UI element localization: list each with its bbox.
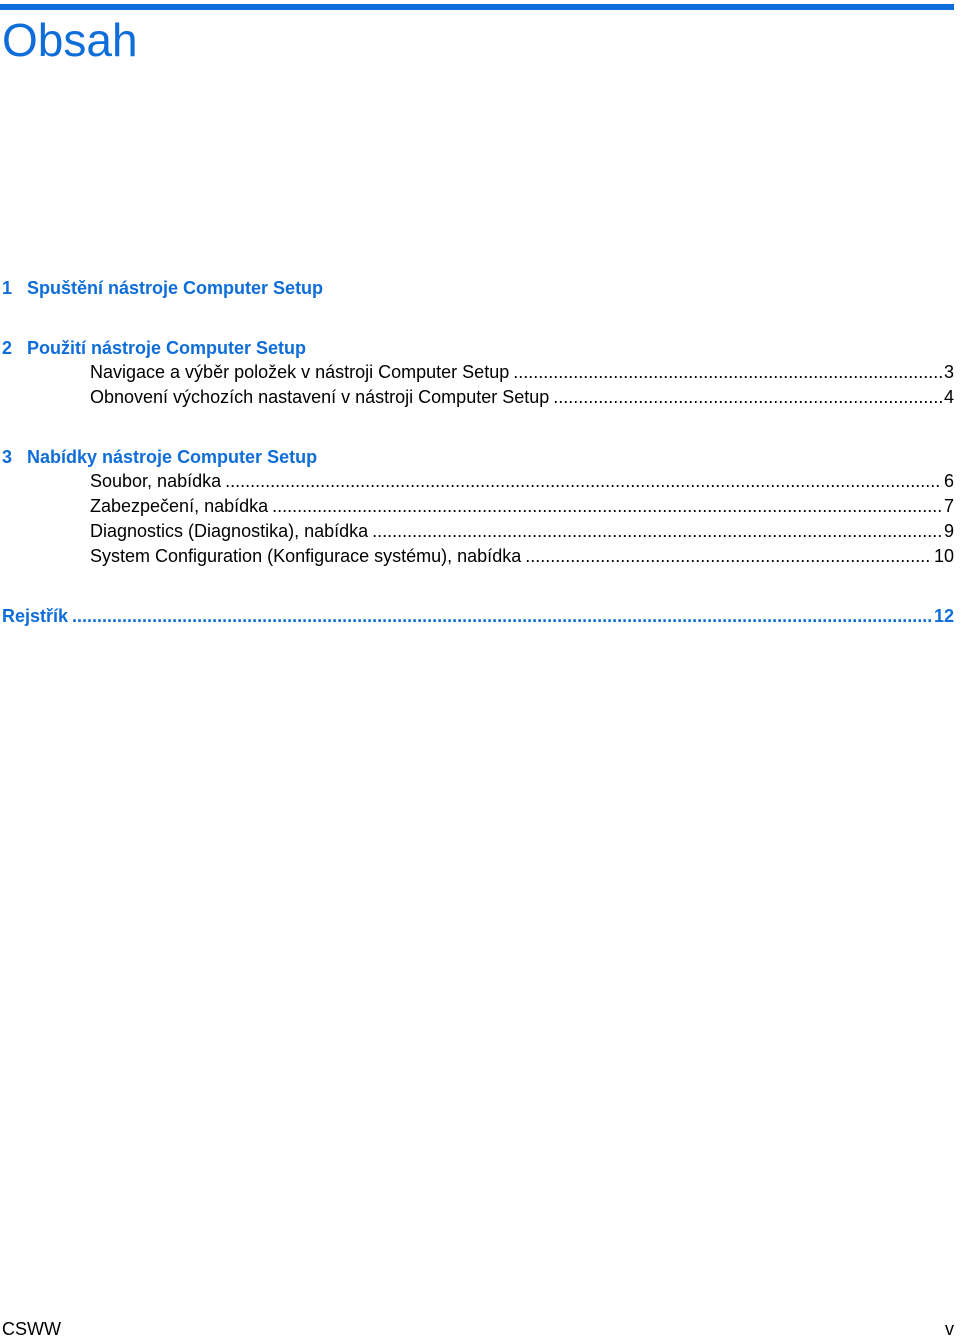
entry-title: Navigace a výběr položek v nástroji Computer Setup	[90, 362, 510, 382]
entry-page-number: 3	[943, 362, 954, 382]
chapter-title: Nabídky nástroje Computer Setup	[27, 447, 318, 467]
toc-chapter-3[interactable]	[2, 445, 954, 469]
chapter-number: 2	[2, 338, 13, 358]
toc-entry[interactable]	[90, 469, 954, 494]
toc-chapter-1[interactable]	[2, 276, 954, 300]
dot-leader	[513, 360, 942, 385]
entry-page-number: 10	[933, 546, 954, 566]
chapter-number: 1	[2, 278, 13, 298]
toc-entry[interactable]	[90, 544, 954, 569]
entry-title: Obnovení výchozích nastavení v nástroji Computer Setup	[90, 387, 550, 407]
entry-page-number: 4	[943, 387, 954, 407]
entry-title: Soubor, nabídka	[90, 471, 222, 491]
dot-leader	[72, 604, 932, 629]
dot-leader	[372, 519, 942, 544]
chapter-number: 3	[2, 447, 13, 467]
header-rule	[0, 4, 954, 10]
footer-doc-code: CSWW	[2, 1319, 61, 1339]
page-title: Obsah	[2, 14, 138, 66]
entry-title: Zabezpečení, nabídka	[90, 496, 269, 516]
toc-entry[interactable]	[90, 519, 954, 544]
toc-entry[interactable]	[90, 385, 954, 410]
entry-page-number: 9	[943, 521, 954, 541]
toc-chapter-2[interactable]	[2, 336, 954, 360]
dot-leader	[553, 385, 942, 410]
entry-title: System Configuration (Konfigurace systému), nabídka	[90, 546, 522, 566]
entry-page-number: 6	[943, 471, 954, 491]
dot-leader	[525, 544, 932, 569]
dot-leader	[272, 494, 942, 519]
entry-title: Diagnostics (Diagnostika), nabídka	[90, 521, 369, 541]
toc-index-entry[interactable]	[2, 604, 954, 629]
toc-entry[interactable]	[90, 360, 954, 385]
footer-page-number: v	[945, 1319, 954, 1339]
chapter-title: Spuštění nástroje Computer Setup	[27, 278, 324, 298]
entry-page-number: 7	[943, 496, 954, 516]
chapter-title: Použití nástroje Computer Setup	[27, 338, 307, 358]
index-page-number: 12	[933, 606, 954, 626]
index-title: Rejstřík	[2, 606, 69, 626]
dot-leader	[225, 469, 942, 494]
toc-entry[interactable]	[90, 494, 954, 519]
